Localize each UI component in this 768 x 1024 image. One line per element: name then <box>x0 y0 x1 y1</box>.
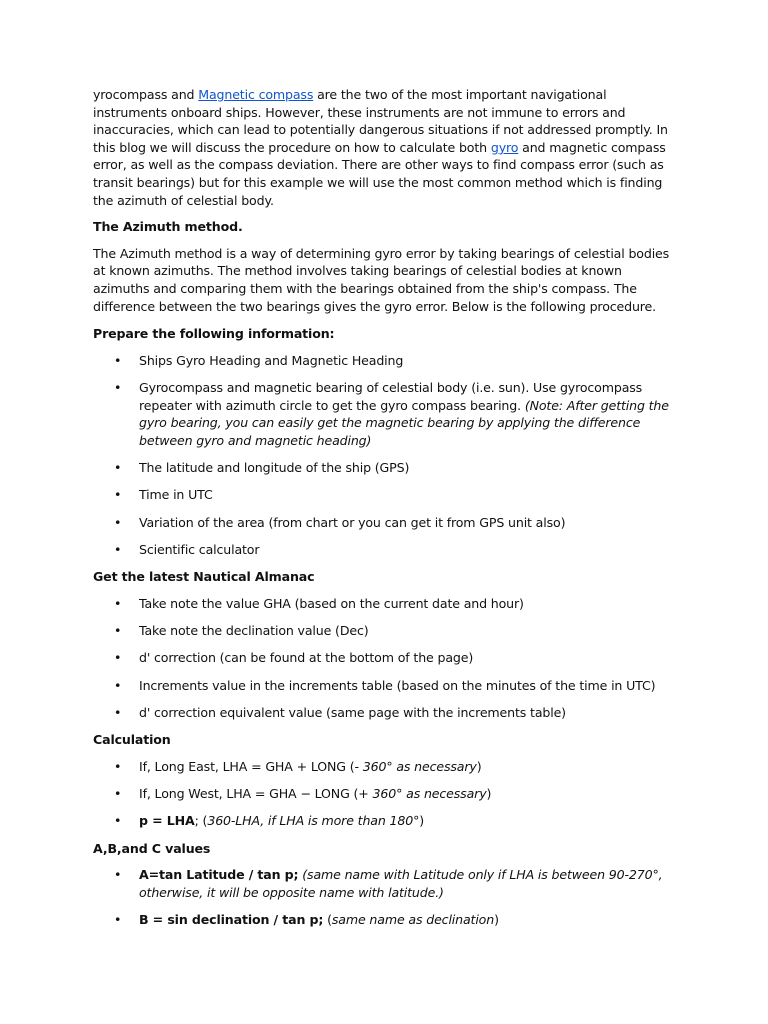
note-text: (Note: After getting the gyro bearing, you can easily get the magnetic bearing by applying the difference between gyro and magnetic heading) <box>139 397 669 448</box>
abc-heading: A,B,and C values <box>93 840 211 856</box>
almanac-list <box>93 595 675 722</box>
list-item: • p = LHA; (360-LHA, if LHA is more than 180°) <box>114 813 425 829</box>
bullet: • <box>114 541 122 557</box>
azimuth-heading: The Azimuth method. <box>93 219 243 235</box>
list-item: • B = sin declination / tan p; (same name as declination) <box>114 912 499 928</box>
bullet: • <box>114 867 122 883</box>
list-item: • d' correction (can be found at the bottom of the page) <box>114 650 474 666</box>
bullet: • <box>114 912 122 928</box>
prepare-heading: Prepare the following information: <box>93 326 335 342</box>
prepare-list <box>93 352 675 559</box>
bullet: • <box>114 650 122 666</box>
list-item: • A=tan Latitude / tan p; (same name with Latitude only if LHA is between 90-270°, otherwise, it will be opposite name with latitude.) <box>114 867 663 900</box>
gyro-link[interactable]: gyro <box>490 139 519 155</box>
intro-paragraph <box>93 86 675 209</box>
calculation-list <box>93 758 675 830</box>
bullet: • <box>114 487 122 503</box>
list-item: • Scientific calculator <box>114 541 260 557</box>
intro-text-1: yrocompass and <box>93 87 199 102</box>
bullet: • <box>114 595 122 611</box>
list-item: • Take note the value GHA (based on the current date and hour) <box>114 595 524 611</box>
list-item: • d' correction equivalent value (same page with the increments table) <box>114 704 566 720</box>
bullet: • <box>114 352 122 368</box>
magnetic-compass-link[interactable]: Magnetic compass <box>198 87 314 102</box>
list-item: • Increments value in the increments table (based on the minutes of the time in UTC) <box>114 677 656 693</box>
calculation-heading: Calculation <box>93 732 171 748</box>
bullet: • <box>114 623 122 639</box>
intro-text-3: and magnetic compass error, as well as the compass deviation. There are other ways to find compass error (such as transit bearings) but for this example we will use the most common method which is finding the azimuth of celestial body. <box>93 139 666 208</box>
bullet: • <box>114 514 122 530</box>
list-item: • Variation of the area (from chart or you can get it from GPS unit also) <box>114 514 566 530</box>
bullet: • <box>114 460 122 476</box>
bullet: • <box>114 704 122 720</box>
list-item: • Take note the declination value (Dec) <box>114 623 369 639</box>
bullet: • <box>114 758 122 774</box>
list-item: • Gyrocompass and magnetic bearing of celestial body (i.e. sun). Use gyrocompass repeater with azimuth circle to get the gyro compass bearing. (Note: After getting the gyro bearing, you can easily get the magnetic bearing by applying the difference between gyro and magnetic heading) <box>114 380 669 448</box>
list-item: • If, Long East, LHA = GHA + LONG (- 360° as necessary) <box>114 758 482 774</box>
bullet: • <box>114 380 122 395</box>
document-page <box>93 86 675 938</box>
list-item: • If, Long West, LHA = GHA − LONG (+ 360° as necessary) <box>114 786 492 802</box>
list-item: • Ships Gyro Heading and Magnetic Heading <box>114 352 404 368</box>
abc-list <box>93 866 675 928</box>
bullet: • <box>114 786 122 802</box>
intro-text-2: are the two of the most important navigational instruments onboard ships. However, these instruments are not immune to errors and inaccuracies, which can lead to potentially dangerous situations if not addressed promptly. In this blog we will discuss the procedure on how to calculate both <box>93 87 668 155</box>
list-item: • The latitude and longitude of the ship (GPS) <box>114 460 410 476</box>
list-item: • Time in UTC <box>114 487 213 503</box>
azimuth-paragraph: The Azimuth method is a way of determining gyro error by taking bearings of celestial bodies at known azimuths. The method involves taking bearings of celestial bodies at known azimuths and comparing them with the bearings obtained from the ship's compass. The difference between the two bearings gives the gyro error. Below is the following procedure. <box>93 245 670 314</box>
bullet: • <box>114 677 122 693</box>
almanac-heading: Get the latest Nautical Almanac <box>93 569 315 585</box>
bullet: • <box>114 813 122 829</box>
